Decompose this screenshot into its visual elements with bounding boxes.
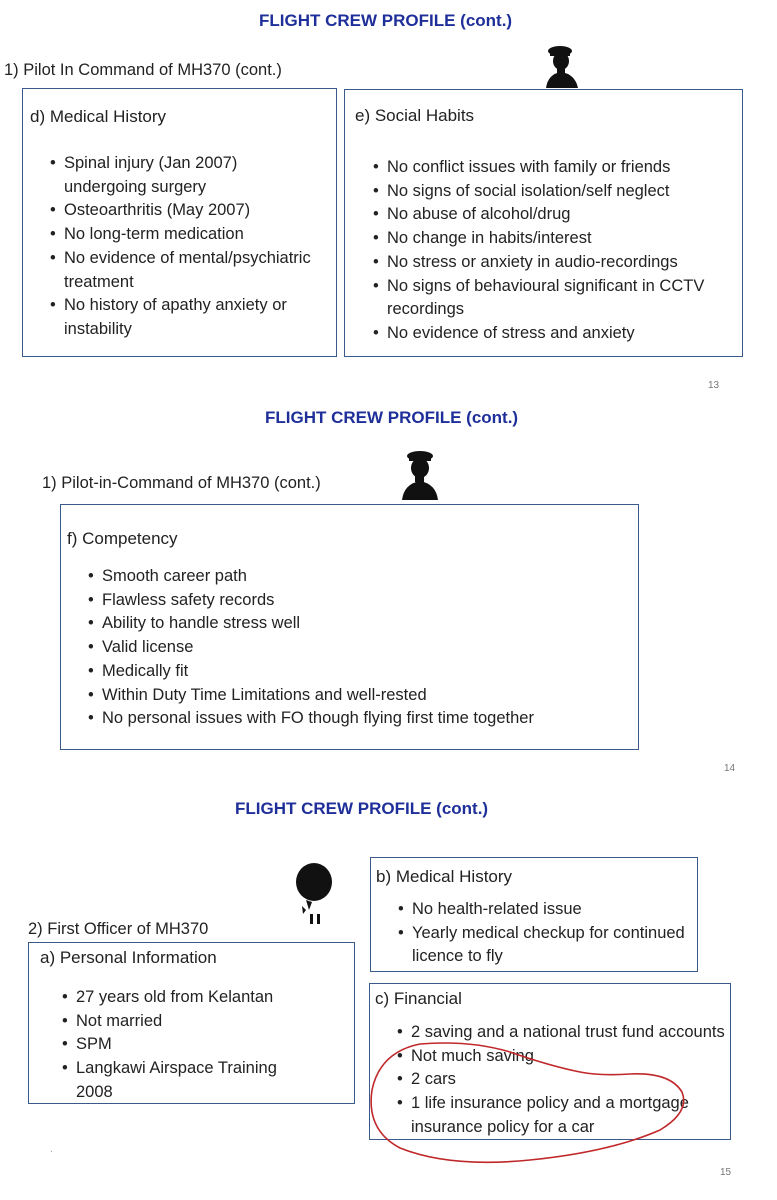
- slide15-title: FLIGHT CREW PROFILE (cont.): [235, 799, 489, 818]
- list-item: • Medically fit: [88, 660, 628, 684]
- list-item: • No long-term medication: [50, 223, 320, 247]
- personal-information-list: [62, 986, 297, 1105]
- list-item: • Langkawi Airspace Training 2008: [62, 1057, 297, 1104]
- fo-medical-history-heading: b) Medical History: [376, 867, 513, 886]
- list-item: • No evidence of mental/psychiatric treatment: [50, 247, 320, 294]
- list-item: • 1 life insurance policy and a mortgage insurance policy for a car: [397, 1092, 727, 1139]
- list-item: • No conflict issues with family or friends: [373, 156, 733, 180]
- slide14-subtitle: 1) Pilot-in-Command of MH370 (cont.): [42, 474, 321, 492]
- list-item: • Not much saving: [397, 1045, 727, 1069]
- list-item: • Flawless safety records: [88, 589, 628, 613]
- page-number: 14: [724, 763, 736, 774]
- slide13-subtitle: 1) Pilot In Command of MH370 (cont.): [4, 61, 282, 79]
- person-silhouette-icon: [292, 862, 338, 928]
- social-habits-list: [373, 156, 733, 346]
- list-item: • No abuse of alcohol/drug: [373, 203, 733, 227]
- list-item: • No history of apathy anxiety or instability: [50, 294, 320, 341]
- list-item: • No evidence of stress and anxiety: [373, 322, 733, 346]
- list-item: • Ability to handle stress well: [88, 612, 628, 636]
- stray-dot: .: [50, 1144, 53, 1155]
- slide13-title: FLIGHT CREW PROFILE (cont.): [259, 11, 513, 30]
- list-item: • Spinal injury (Jan 2007) undergoing surgery: [50, 152, 320, 199]
- competency-list: [88, 565, 628, 731]
- slide14-title: FLIGHT CREW PROFILE (cont.): [265, 408, 519, 427]
- medical-history-heading: d) Medical History: [30, 107, 167, 126]
- page-number: 15: [720, 1167, 732, 1178]
- page-number: 13: [708, 380, 720, 391]
- list-item: • Valid license: [88, 636, 628, 660]
- list-item: • 27 years old from Kelantan: [62, 986, 297, 1010]
- list-item: • No signs of behavioural significant in CCTV recordings: [373, 275, 733, 322]
- list-item: • Not married: [62, 1010, 297, 1034]
- list-item: • No signs of social isolation/self neglect: [373, 180, 733, 204]
- list-item: • No change in habits/interest: [373, 227, 733, 251]
- list-item: • No stress or anxiety in audio-recordings: [373, 251, 733, 275]
- competency-heading: f) Competency: [67, 529, 178, 548]
- personal-information-heading: a) Personal Information: [40, 948, 217, 967]
- list-item: • Osteoarthritis (May 2007): [50, 199, 320, 223]
- list-item: • No health-related issue: [398, 898, 688, 922]
- list-item: • Within Duty Time Limitations and well-rested: [88, 684, 628, 708]
- pilot-silhouette-icon: [398, 446, 442, 500]
- financial-list: [397, 1021, 727, 1140]
- list-item: • 2 cars: [397, 1068, 727, 1092]
- list-item: • SPM: [62, 1033, 297, 1057]
- financial-heading: c) Financial: [375, 989, 462, 1008]
- pilot-silhouette-icon: [542, 42, 582, 88]
- list-item: • No personal issues with FO though flying first time together: [88, 707, 628, 731]
- list-item: • 2 saving and a national trust fund accounts: [397, 1021, 727, 1045]
- list-item: • Yearly medical checkup for continued licence to fly: [398, 922, 688, 969]
- slide15-subtitle: 2) First Officer of MH370: [28, 920, 209, 938]
- social-habits-heading: e) Social Habits: [355, 106, 475, 125]
- list-item: • Smooth career path: [88, 565, 628, 589]
- medical-history-list: [50, 152, 320, 342]
- fo-medical-history-list: [398, 898, 688, 969]
